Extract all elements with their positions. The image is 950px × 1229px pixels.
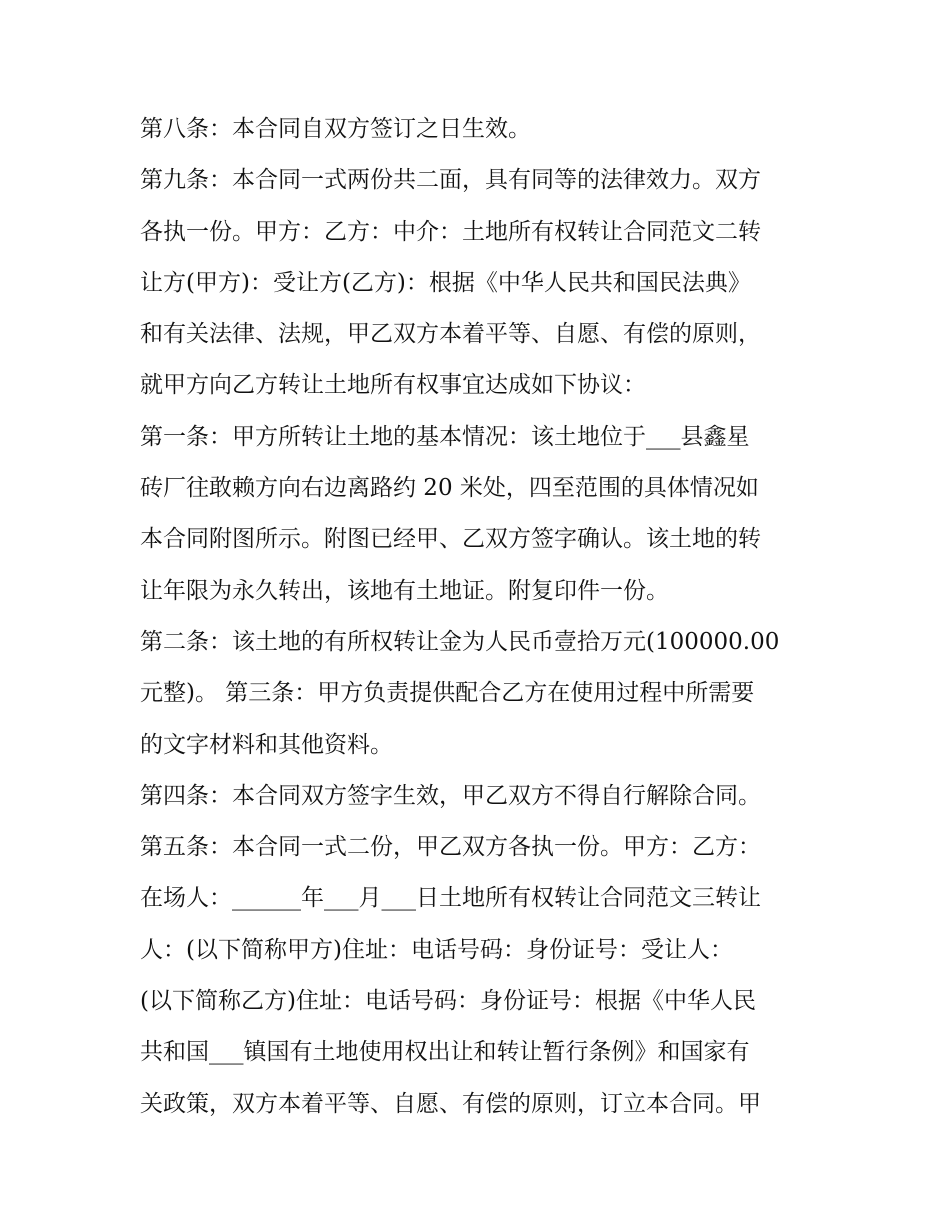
text-line: 关政策，双方本着平等、自愿、有偿的原则，订立本合同。甲 <box>140 1090 761 1117</box>
text-line: 让年限为永久转出，该地有土地证。附复印件一份。 <box>140 577 669 604</box>
text-line: (以下简称乙方)住址：电话号码：身份证号：根据《中华人民 <box>140 988 756 1015</box>
text-line: 第九条：本合同一式两份共二面，具有同等的法律效力。双方 <box>140 167 761 194</box>
text-line: 砖厂往敢赖方向右边离路约 20 米处，四至范围的具体情况如 <box>140 475 759 502</box>
text-line: 元整)。 第三条：甲方负责提供配合乙方在使用过程中所需要 <box>140 680 755 707</box>
contract-text <box>140 104 820 1130</box>
text-line: 就甲方向乙方转让土地所有权事宜达成如下协议： <box>140 372 646 399</box>
text-line: 第八条：本合同自双方签订之日生效。 <box>140 116 531 142</box>
text-line: 第四条：本合同双方签字生效，甲乙双方不得自行解除合同。 <box>140 782 761 809</box>
text-line: 人：(以下简称甲方)住址：电话号码：身份证号：受让人： <box>140 936 733 963</box>
text-line: 第一条：甲方所转让土地的基本情况：该土地位于___县鑫星 <box>140 423 750 450</box>
text-line: 让方(甲方)：受让方(乙方)：根据《中华人民共和国民法典》 <box>140 269 751 296</box>
text-line: 的文字材料和其他资料。 <box>140 731 393 758</box>
text-line: 和有关法律、法规，甲乙双方本着平等、自愿、有偿的原则， <box>140 321 761 348</box>
text-line: 在场人：______年___月___日土地所有权转让合同范文三转让 <box>140 885 761 912</box>
text-line: 共和国___镇国有土地使用权出让和转让暂行条例》和国家有 <box>140 1039 750 1066</box>
text-line: 各执一份。甲方：乙方：中介：土地所有权转让合同范文二转 <box>140 218 761 245</box>
text-line: 本合同附图所示。附图已经甲、乙双方签字确认。该土地的转 <box>140 526 761 553</box>
text-line: 第五条：本合同一式二份，甲乙双方各执一份。甲方：乙方： <box>140 834 761 861</box>
text-line: 第二条：该土地的有所权转让金为人民币壹拾万元(100000.00 <box>140 628 780 655</box>
